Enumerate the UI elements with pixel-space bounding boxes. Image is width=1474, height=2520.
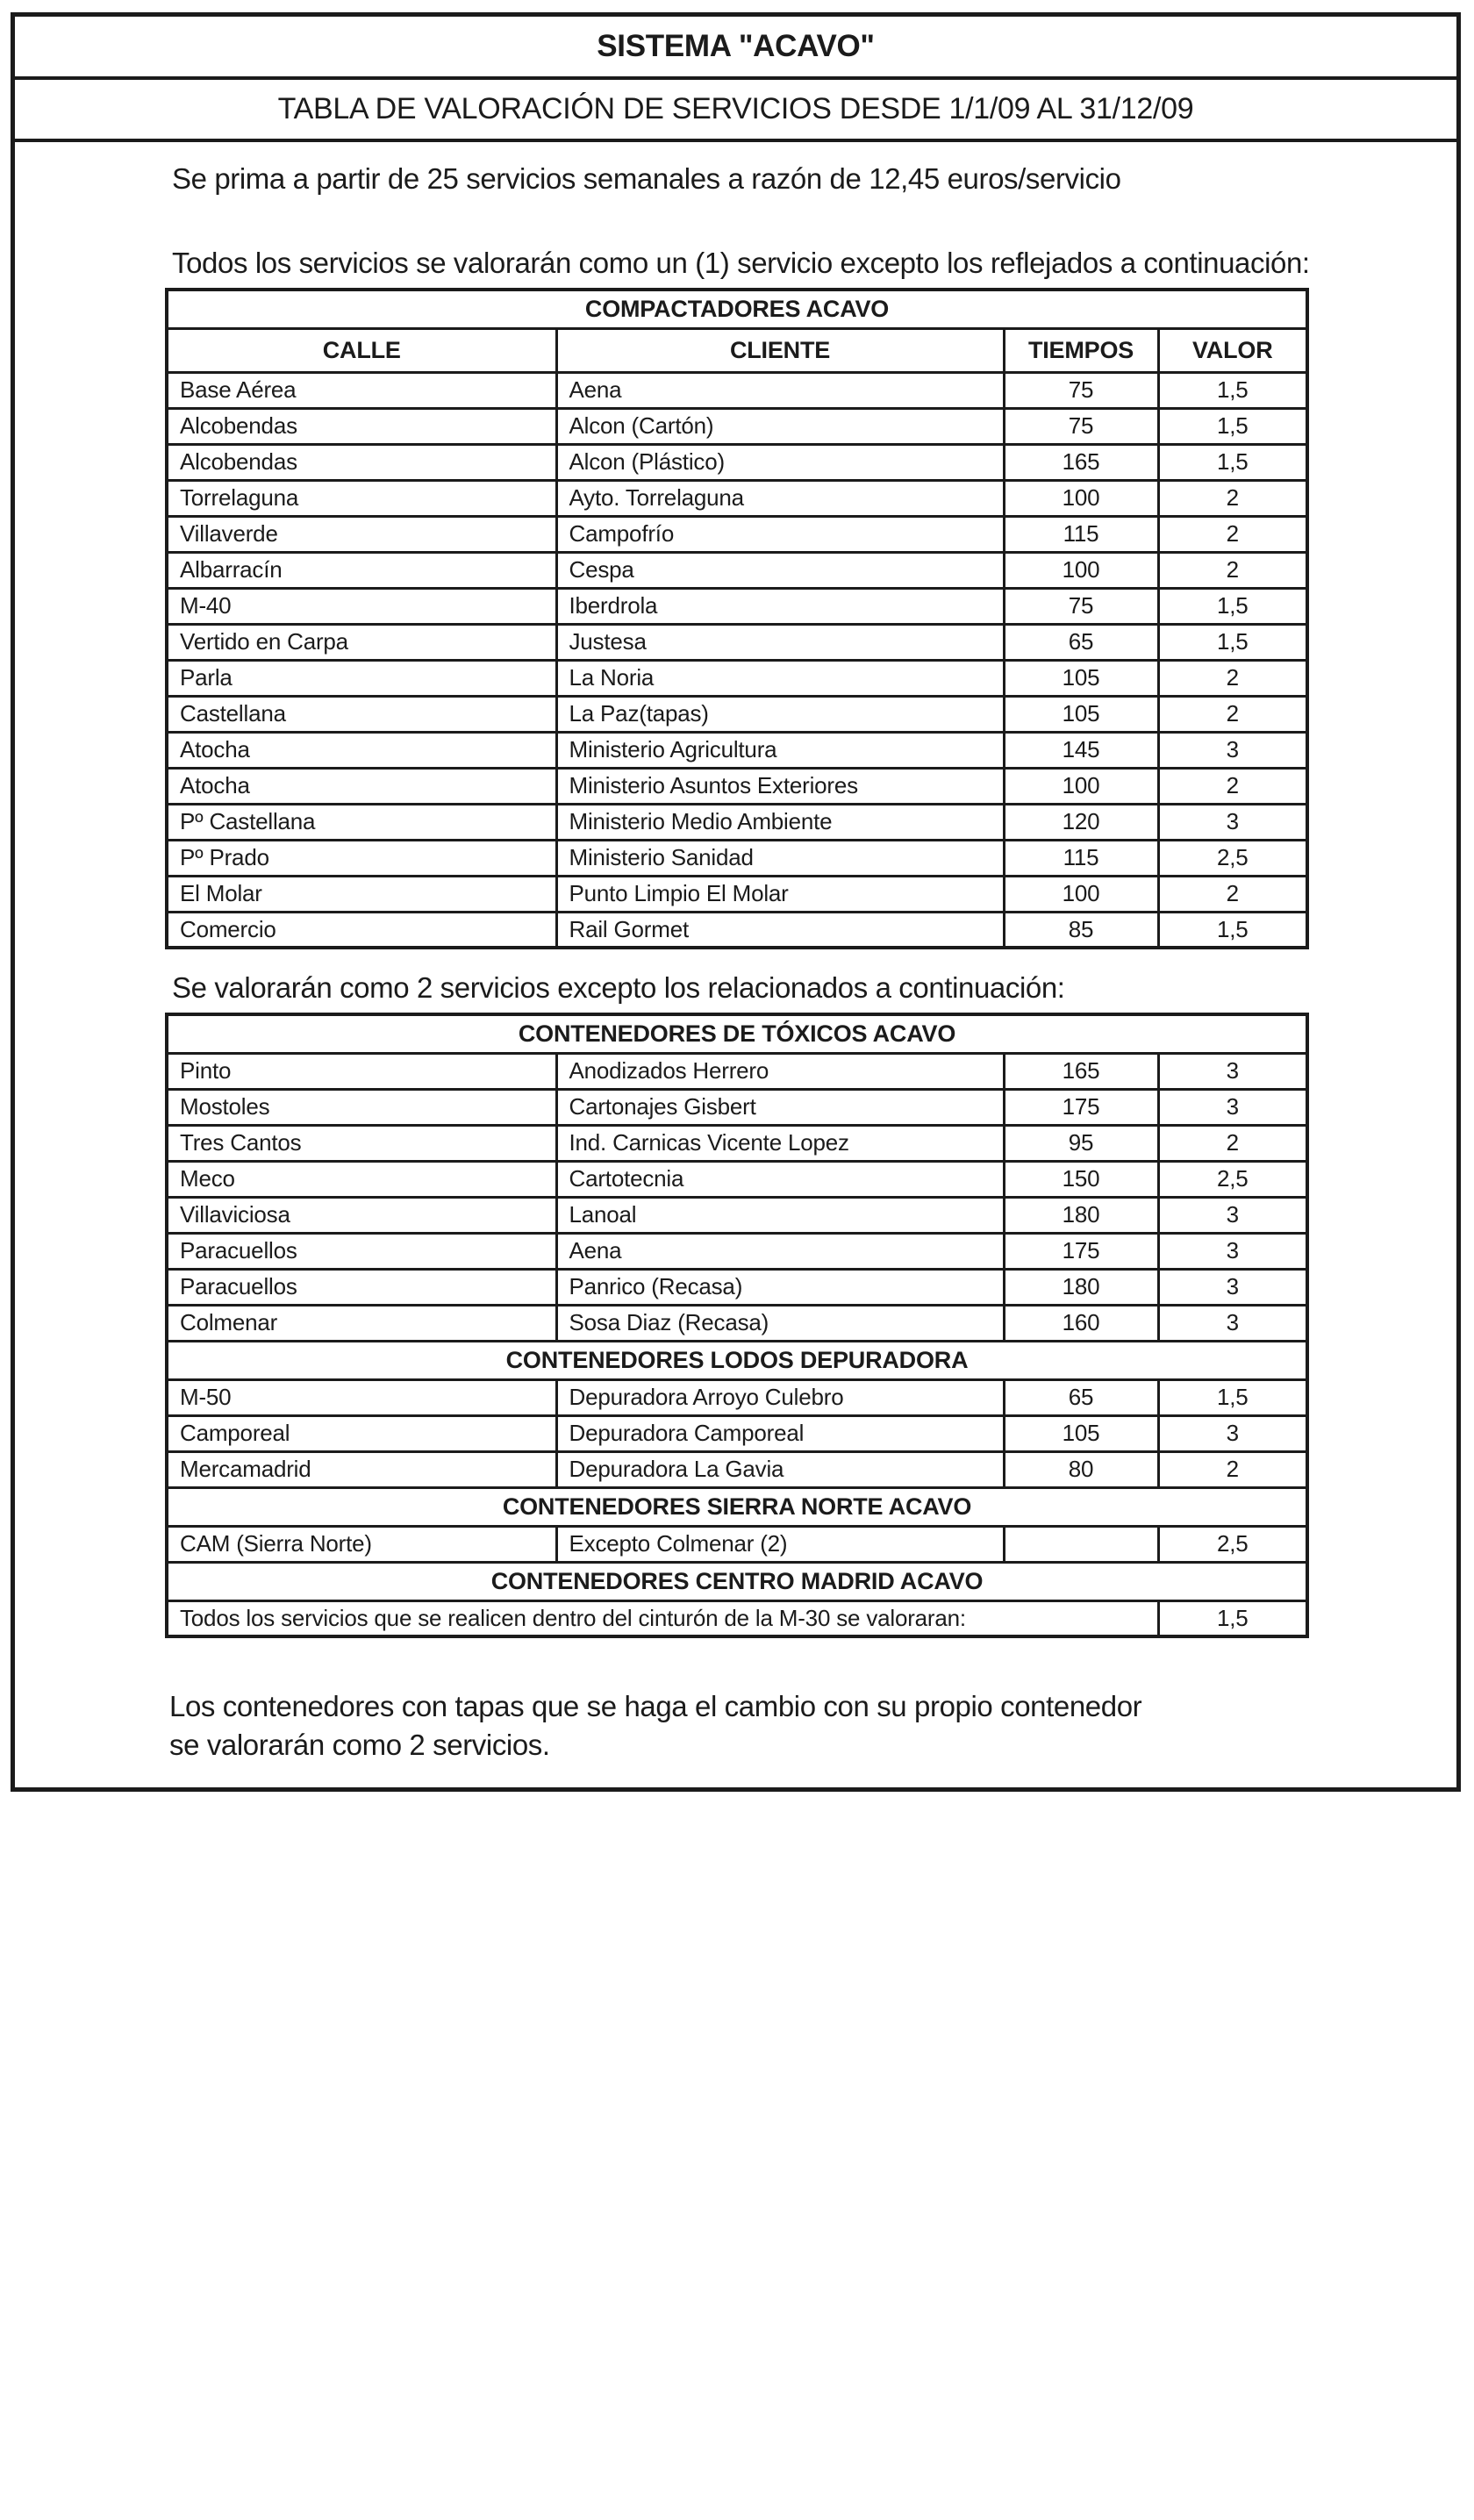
- cell-valor: 1,5: [1158, 624, 1307, 660]
- cell-valor: 1,5: [1158, 588, 1307, 624]
- table-row: [167, 372, 1307, 408]
- cell-tiempos: 115: [1004, 516, 1158, 552]
- page-title: SISTEMA "ACAVO": [15, 17, 1456, 80]
- cell-valor: 2,5: [1158, 1526, 1307, 1562]
- table-row: [167, 804, 1307, 840]
- paragraph-two-services: Se valorarán como 2 servicios excepto los relacionados a continuación:: [172, 971, 1065, 1004]
- footer-note-line1: Los contenedores con tapas que se haga el cambio con su propio contenedor: [169, 1690, 1142, 1722]
- cell-valor: 3: [1158, 1269, 1307, 1305]
- cell-cliente: Aena: [556, 1233, 1004, 1269]
- compactadores-tbody: [167, 290, 1307, 948]
- table-section-title: COMPACTADORES ACAVO: [167, 290, 1307, 328]
- cell-calle: Meco: [167, 1161, 556, 1197]
- cell-cliente: Sosa Diaz (Recasa): [556, 1305, 1004, 1341]
- table-section-title-row: [167, 290, 1307, 328]
- table-row: [167, 1451, 1307, 1487]
- cell-tiempos: 180: [1004, 1269, 1158, 1305]
- cell-calle: Albarracín: [167, 552, 556, 588]
- compactadores-table: [165, 288, 1309, 949]
- table-row: [167, 768, 1307, 804]
- page-subtitle: TABLA DE VALORACIÓN DE SERVICIOS DESDE 1/1/09 AL 31/12/09: [15, 80, 1456, 142]
- cell-cliente: Ministerio Medio Ambiente: [556, 804, 1004, 840]
- cell-cliente: Ministerio Agricultura: [556, 732, 1004, 768]
- cell-cliente: Ministerio Asuntos Exteriores: [556, 768, 1004, 804]
- cell-tiempos: 95: [1004, 1125, 1158, 1161]
- table-row: [167, 1053, 1307, 1089]
- cell-tiempos: 180: [1004, 1197, 1158, 1233]
- table-section-title: CONTENEDORES DE TÓXICOS ACAVO: [167, 1014, 1307, 1053]
- table-section-title: CONTENEDORES CENTRO MADRID ACAVO: [167, 1562, 1307, 1600]
- table-row: [167, 1089, 1307, 1125]
- column-header-tiempos: TIEMPOS: [1004, 328, 1158, 372]
- column-header-calle: CALLE: [167, 328, 556, 372]
- cell-calle: Comercio: [167, 912, 556, 948]
- table-row: [167, 696, 1307, 732]
- cell-calle: Mercamadrid: [167, 1451, 556, 1487]
- cell-valor: 3: [1158, 1233, 1307, 1269]
- table-row: [167, 912, 1307, 948]
- contenedores-table: [165, 1013, 1309, 1638]
- cell-valor: 1,5: [1158, 1379, 1307, 1415]
- cell-tiempos: 165: [1004, 1053, 1158, 1089]
- table-row: [167, 732, 1307, 768]
- cell-calle: Mostoles: [167, 1089, 556, 1125]
- cell-calle: Castellana: [167, 696, 556, 732]
- cell-calle: M-50: [167, 1379, 556, 1415]
- cell-valor: 2: [1158, 1451, 1307, 1487]
- cell-cliente: La Noria: [556, 660, 1004, 696]
- cell-tiempos: 160: [1004, 1305, 1158, 1341]
- table-section-title: CONTENEDORES LODOS DEPURADORA: [167, 1341, 1307, 1379]
- cell-tiempos: 175: [1004, 1089, 1158, 1125]
- table-row: [167, 1305, 1307, 1341]
- cell-valor: 2: [1158, 660, 1307, 696]
- cell-calle: Villaverde: [167, 516, 556, 552]
- cell-valor: 1,5: [1158, 912, 1307, 948]
- cell-calle: Pinto: [167, 1053, 556, 1089]
- cell-tiempos: 120: [1004, 804, 1158, 840]
- cell-calle: CAM (Sierra Norte): [167, 1526, 556, 1562]
- paragraph-all-services: Todos los servicios se valorarán como un (1) servicio excepto los reflejados a continuación:: [172, 247, 1310, 279]
- cell-valor: 1,5: [1158, 408, 1307, 444]
- cell-tiempos: [1004, 1526, 1158, 1562]
- cell-cliente: Aena: [556, 372, 1004, 408]
- cell-cliente: Ind. Carnicas Vicente Lopez: [556, 1125, 1004, 1161]
- cell-valor: 2: [1158, 876, 1307, 912]
- table-row: [167, 1526, 1307, 1562]
- table-section-title-row: [167, 1487, 1307, 1526]
- cell-calle: Parla: [167, 660, 556, 696]
- cell-calle: Colmenar: [167, 1305, 556, 1341]
- cell-valor: 3: [1158, 1305, 1307, 1341]
- cell-valor: 2: [1158, 696, 1307, 732]
- cell-calle: Atocha: [167, 732, 556, 768]
- cell-valor: 2: [1158, 480, 1307, 516]
- cell-calle: Villaviciosa: [167, 1197, 556, 1233]
- cell-cliente: Cartotecnia: [556, 1161, 1004, 1197]
- column-header-cliente: CLIENTE: [556, 328, 1004, 372]
- cell-calle: Torrelaguna: [167, 480, 556, 516]
- cell-tiempos: 75: [1004, 372, 1158, 408]
- cell-cliente: Iberdrola: [556, 588, 1004, 624]
- table-row: [167, 1197, 1307, 1233]
- cell-cliente: Alcon (Cartón): [556, 408, 1004, 444]
- cell-wide-text: Todos los servicios que se realicen dentro del cinturón de la M-30 se valoraran:: [167, 1600, 1158, 1636]
- cell-cliente: Panrico (Recasa): [556, 1269, 1004, 1305]
- cell-tiempos: 105: [1004, 660, 1158, 696]
- cell-cliente: Lanoal: [556, 1197, 1004, 1233]
- table-row: [167, 408, 1307, 444]
- cell-cliente: Depuradora La Gavia: [556, 1451, 1004, 1487]
- cell-valor: 3: [1158, 1089, 1307, 1125]
- document-body: [15, 161, 1456, 1765]
- cell-tiempos: 100: [1004, 480, 1158, 516]
- table-row: [167, 480, 1307, 516]
- cell-tiempos: 105: [1004, 1415, 1158, 1451]
- cell-cliente: Campofrío: [556, 516, 1004, 552]
- cell-calle: Pº Castellana: [167, 804, 556, 840]
- cell-valor: 2: [1158, 516, 1307, 552]
- document-frame: [11, 12, 1461, 1792]
- cell-tiempos: 100: [1004, 768, 1158, 804]
- table-row: [167, 1269, 1307, 1305]
- cell-valor: 3: [1158, 804, 1307, 840]
- cell-valor: 3: [1158, 732, 1307, 768]
- cell-calle: Paracuellos: [167, 1269, 556, 1305]
- cell-cliente: Ayto. Torrelaguna: [556, 480, 1004, 516]
- cell-valor: 2: [1158, 1125, 1307, 1161]
- footer-note-line2: se valorarán como 2 servicios.: [169, 1729, 550, 1761]
- table-row: [167, 1415, 1307, 1451]
- table-section-title-row: [167, 1014, 1307, 1053]
- cell-cliente: Justesa: [556, 624, 1004, 660]
- cell-cliente: Ministerio Sanidad: [556, 840, 1004, 876]
- cell-calle: Alcobendas: [167, 444, 556, 480]
- cell-valor: 3: [1158, 1053, 1307, 1089]
- cell-valor: 2,5: [1158, 1161, 1307, 1197]
- cell-calle: M-40: [167, 588, 556, 624]
- contenedores-tbody: [167, 1014, 1307, 1636]
- cell-valor: 1,5: [1158, 372, 1307, 408]
- table-section-title-row: [167, 1562, 1307, 1600]
- cell-valor: 2,5: [1158, 840, 1307, 876]
- cell-cliente: Cespa: [556, 552, 1004, 588]
- cell-cliente: Cartonajes Gisbert: [556, 1089, 1004, 1125]
- cell-calle: Paracuellos: [167, 1233, 556, 1269]
- cell-tiempos: 115: [1004, 840, 1158, 876]
- table-row: [167, 1379, 1307, 1415]
- table-row: [167, 1161, 1307, 1197]
- column-header-valor: VALOR: [1158, 328, 1307, 372]
- cell-tiempos: 75: [1004, 588, 1158, 624]
- cell-tiempos: 100: [1004, 552, 1158, 588]
- table-row-wide: [167, 1600, 1307, 1636]
- cell-valor: 1,5: [1158, 444, 1307, 480]
- cell-tiempos: 100: [1004, 876, 1158, 912]
- cell-tiempos: 75: [1004, 408, 1158, 444]
- cell-calle: Pº Prado: [167, 840, 556, 876]
- cell-tiempos: 165: [1004, 444, 1158, 480]
- table-row: [167, 660, 1307, 696]
- cell-calle: Atocha: [167, 768, 556, 804]
- table-row: [167, 1233, 1307, 1269]
- cell-valor: 1,5: [1158, 1600, 1307, 1636]
- cell-tiempos: 150: [1004, 1161, 1158, 1197]
- table-row: [167, 624, 1307, 660]
- cell-calle: Base Aérea: [167, 372, 556, 408]
- table-section-title-row: [167, 1341, 1307, 1379]
- cell-calle: Camporeal: [167, 1415, 556, 1451]
- cell-cliente: Depuradora Camporeal: [556, 1415, 1004, 1451]
- cell-tiempos: 65: [1004, 1379, 1158, 1415]
- cell-calle: Vertido en Carpa: [167, 624, 556, 660]
- cell-cliente: Rail Gormet: [556, 912, 1004, 948]
- cell-valor: 3: [1158, 1415, 1307, 1451]
- cell-calle: Alcobendas: [167, 408, 556, 444]
- column-header-row: [167, 328, 1307, 372]
- table-row: [167, 552, 1307, 588]
- cell-tiempos: 175: [1004, 1233, 1158, 1269]
- table-row: [167, 588, 1307, 624]
- paragraph-prima: Se prima a partir de 25 servicios semanales a razón de 12,45 euros/servicio: [172, 162, 1121, 195]
- table-row: [167, 840, 1307, 876]
- table-row: [167, 444, 1307, 480]
- cell-tiempos: 85: [1004, 912, 1158, 948]
- cell-valor: 2: [1158, 768, 1307, 804]
- cell-calle: Tres Cantos: [167, 1125, 556, 1161]
- cell-cliente: Excepto Colmenar (2): [556, 1526, 1004, 1562]
- cell-tiempos: 65: [1004, 624, 1158, 660]
- cell-calle: El Molar: [167, 876, 556, 912]
- cell-tiempos: 105: [1004, 696, 1158, 732]
- table-row: [167, 1125, 1307, 1161]
- cell-cliente: Alcon (Plástico): [556, 444, 1004, 480]
- cell-valor: 3: [1158, 1197, 1307, 1233]
- table-section-title: CONTENEDORES SIERRA NORTE ACAVO: [167, 1487, 1307, 1526]
- cell-tiempos: 80: [1004, 1451, 1158, 1487]
- cell-cliente: Punto Limpio El Molar: [556, 876, 1004, 912]
- cell-cliente: Anodizados Herrero: [556, 1053, 1004, 1089]
- table-row: [167, 876, 1307, 912]
- cell-tiempos: 145: [1004, 732, 1158, 768]
- paragraph-footer-note: [169, 1687, 1439, 1765]
- cell-cliente: Depuradora Arroyo Culebro: [556, 1379, 1004, 1415]
- cell-cliente: La Paz(tapas): [556, 696, 1004, 732]
- cell-valor: 2: [1158, 552, 1307, 588]
- table-row: [167, 516, 1307, 552]
